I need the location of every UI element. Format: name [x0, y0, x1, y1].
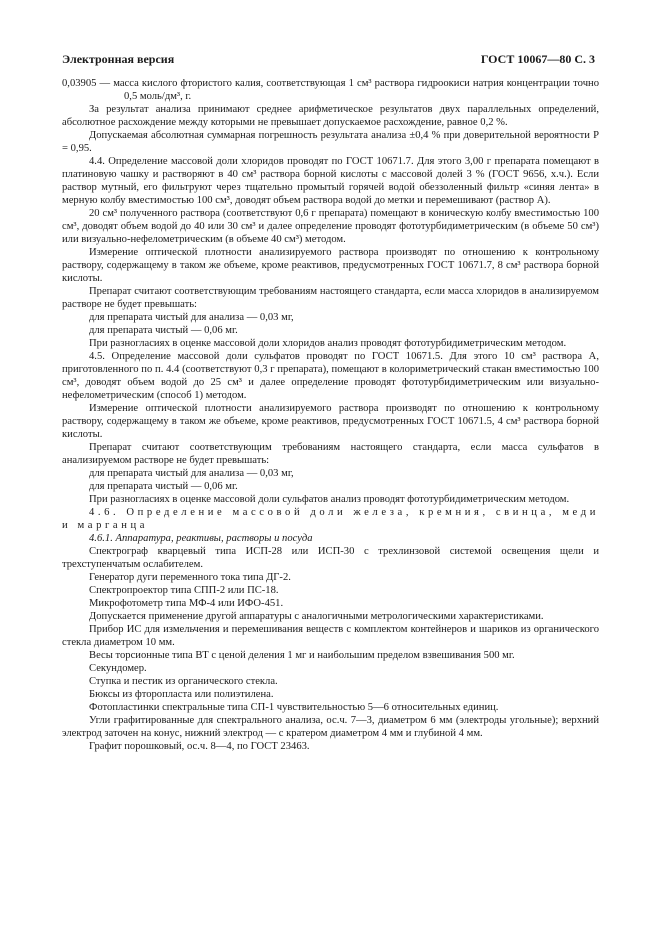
paragraph-sulfates-optical-density: Измерение оптической плотности анализируемого раствора производят по отношению к контрольному раствору, содержащему в таком же объеме, кроме реактивов, предусмотренных ГОСТ 10671.5, 4 см³ раствора борной кислоты. — [62, 403, 599, 440]
section-4-6-1-heading: 4.6.1. Аппаратура, реактивы, растворы и посуда — [89, 533, 313, 544]
equipment-graphite-powder: Графит порошковый, ос.ч. 8—4, по ГОСТ 23463. — [89, 741, 310, 752]
equipment-arc-generator: Генератор дуги переменного тока типа ДГ-2. — [89, 572, 291, 583]
paragraph-sulfates-disputes: При разногласиях в оценке массовой доли сульфатов анализ проводят фототурбидиметрическим методом. — [89, 494, 570, 505]
equipment-spectrograph: Спектрограф кварцевый типа ИСП-28 или ИСП-30 с трехлинзовой системой освещения щели и трехступенчатым ослабителем. — [62, 546, 599, 570]
paragraph-sulfates-requirement: Препарат считают соответствующим требованиям настоящего стандарта, если масса сульфатов в анализируемом растворе не будет превышать: — [62, 442, 599, 466]
paragraph-chlorides-optical-density: Измерение оптической плотности анализируемого раствора производят по отношению к контрольному раствору, содержащему в таком же объеме, кроме реактивов, предусмотренных ГОСТ 10671.7, 8 см³ раствора борной кислоты. — [62, 247, 599, 284]
paragraph-error-limit: Допускаемая абсолютная суммарная погрешность результата анализа ±0,4 % при доверительной вероятности P = 0,95. — [62, 130, 599, 154]
section-4-4-chlorides: 4.4. Определение массовой доли хлоридов проводят по ГОСТ 10671.7. Для этого 3,00 г препарата помещают в платиновую чашку и растворяют в 40 см³ раствора борной кислоты с массовой долей 3 % (ГОСТ 9656, х.ч.). Если раствор мутный, его фильтруют через тщательно промытый горячей водой обеззоленный фильтр «синяя лента» в мерную колбу вместимостью 100 см³, доводят объем раствора водой до метки и перемешивают (раствор А). — [62, 156, 599, 206]
list-item-chlorides-pure: для препарата чистый — 0,06 мг. — [89, 325, 238, 336]
section-4-5-sulfates: 4.5. Определение массовой доли сульфатов проводят по ГОСТ 10671.5. Для этого 10 см³ раствора А, приготовленного по п. 4.4 (соответствуют 0,3 г препарата), помещают в колориметрический стакан вместимостью 100 см³, доводят объем водой до 25 см³ и далее определение проводят фототурбидиметрическим или визуально-нефелометрическим (способ 1) методом. — [62, 351, 599, 401]
paragraph-result-averaging: За результат анализа принимают среднее арифметическое результатов двух параллельных определений, абсолютное расхождение между которыми не превышает допускаемое расхождение, равное 0,2 %. — [62, 104, 599, 128]
running-header-left: Электронная версия — [62, 52, 175, 66]
list-item-sulfates-pure: для препарата чистый — 0,06 мг. — [89, 481, 238, 492]
paragraph-chlorides-sample: 20 см³ полученного раствора (соответствуют 0,6 г препарата) помещают в коническую колбу вместимостью 100 см³, доводят объем водой до 40 или 30 см³ и далее определение проводят фототурбидиметрическим (в объеме 50 см³) или визуально-нефелометрическим (в объеме 40 см³) методом. — [62, 208, 599, 245]
equipment-spectroprojector: Спектропроектор типа СПП-2 или ПС-18. — [89, 585, 279, 596]
page-body — [62, 77, 599, 753]
formula-variable-definition: 0,03905 — масса кислого фтористого калия, соответствующая 1 см³ раствора гидроокиси натрия концентрации точно 0,5 моль/дм³, г. — [62, 78, 599, 102]
equipment-stopwatch: Секундомер. — [89, 663, 147, 674]
equipment-grinding-device: Прибор ИС для измельчения и перемешивания веществ с комплектом контейнеров и шариков из органического стекла диаметром 10 мм. — [62, 624, 599, 648]
equipment-weighing-bottles: Бюксы из фторопласта или полиэтилена. — [89, 689, 274, 700]
equipment-microphotometer: Микрофотометр типа МФ-4 или ИФО-451. — [89, 598, 284, 609]
equipment-mortar-pestle: Ступка и пестик из органического стекла. — [89, 676, 278, 687]
paragraph-chlorides-disputes: При разногласиях в оценке массовой доли хлоридов анализ проводят фототурбидиметрическим методом. — [89, 338, 567, 349]
list-item-chlorides-analytical: для препарата чистый для анализа — 0,03 мг, — [89, 312, 294, 323]
section-4-6-heading: 4.6. Определение массовой доли железа, кремния, свинца, меди и марганца — [62, 507, 599, 531]
equipment-torsion-balance: Весы торсионные типа ВТ с ценой деления 1 мг и наибольшим пределом взвешивания 500 мг. — [89, 650, 515, 661]
equipment-graphite-electrodes: Угли графитированные для спектрального анализа, ос.ч. 7—3, диаметром 6 мм (электроды угольные); верхний электрод заточен на конус, нижний электрод — с кратером диаметром 4 мм и глубиной 4 мм. — [62, 715, 599, 739]
running-header-right: ГОСТ 10067—80 С. 3 — [480, 52, 595, 66]
paragraph-chlorides-requirement: Препарат считают соответствующим требованиям настоящего стандарта, если масса хлоридов в анализируемом растворе не будет превышать: — [62, 286, 599, 310]
equipment-photoplates: Фотопластинки спектральные типа СП-1 чувствительностью 5—6 относительных единиц. — [89, 702, 499, 713]
list-item-sulfates-analytical: для препарата чистый для анализа — 0,03 мг, — [89, 468, 294, 479]
equipment-alternatives-note: Допускается применение другой аппаратуры с аналогичными метрологическими характеристиками. — [89, 611, 544, 622]
